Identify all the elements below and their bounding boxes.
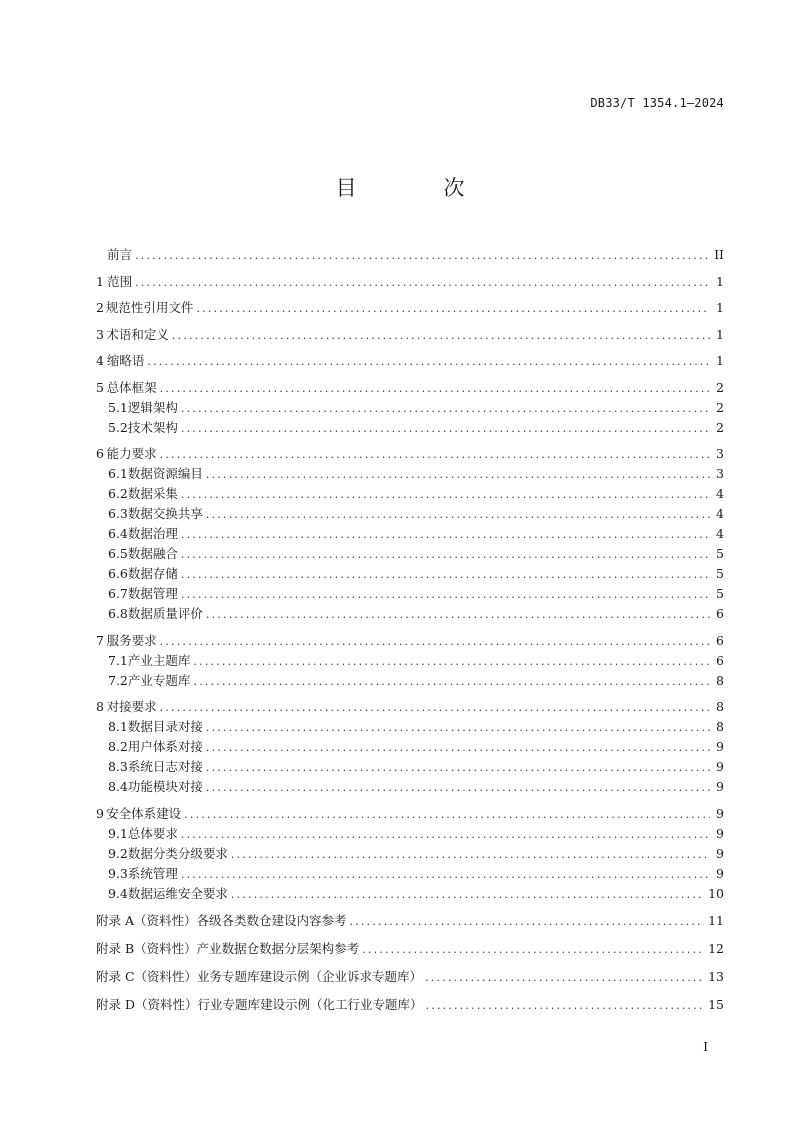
toc-entry[interactable] xyxy=(96,737,724,757)
toc-entry-number: 1 xyxy=(96,273,104,289)
toc-entry-title: 范围 xyxy=(107,273,133,289)
toc-entry-number: 6.2 xyxy=(108,486,128,501)
toc-dot-leader xyxy=(160,379,710,399)
toc-dot-leader xyxy=(206,758,710,778)
toc-entry-page: 11 xyxy=(708,912,724,928)
toc-entry-number: 6.4 xyxy=(108,526,128,541)
toc-entry-number: 6.5 xyxy=(108,546,128,561)
toc-dot-leader xyxy=(206,738,710,758)
toc-entry-number: 3 xyxy=(96,326,104,342)
toc-dot-leader xyxy=(193,672,710,692)
document-code: DB33/T 1354.1—2024 xyxy=(590,96,724,110)
toc-dot-leader xyxy=(181,585,710,605)
toc-entry-page: 10 xyxy=(708,885,724,901)
toc-entry-title: 数据管理 xyxy=(127,586,178,601)
toc-entry-number: 5 xyxy=(96,379,104,395)
toc-entry-title: 数据采集 xyxy=(127,486,178,501)
toc-dot-leader xyxy=(172,326,710,346)
toc-entry-title: 服务要求 xyxy=(106,632,157,648)
toc-dot-leader xyxy=(181,399,710,419)
toc-entry-page: 6 xyxy=(716,652,724,668)
toc-entry-title: 系统日志对接 xyxy=(127,759,203,774)
page-title: 目 次 xyxy=(335,176,505,200)
toc-entry-title: 对接要求 xyxy=(106,699,157,714)
toc-dot-leader xyxy=(160,445,710,465)
toc-entry-page: 8 xyxy=(716,719,724,734)
page-number: I xyxy=(703,1040,708,1054)
toc-entry[interactable] xyxy=(96,378,724,398)
toc-entry-number: 6.3 xyxy=(108,506,128,521)
toc-entry-number: 9.2 xyxy=(108,845,128,861)
toc-entry-number: 9.4 xyxy=(108,885,128,901)
toc-entry-page: 5 xyxy=(716,566,724,581)
toc-entry-page: 3 xyxy=(716,446,724,461)
toc-entry-title: 数据运维安全要求 xyxy=(127,885,228,901)
toc-entry-title: 产业数据仓数据分层架构参考 xyxy=(196,940,360,956)
toc-entry-title: 规范性引用文件 xyxy=(105,300,194,315)
toc-entry[interactable] xyxy=(96,564,724,584)
toc-dot-leader xyxy=(135,273,710,293)
toc-entry-page: 1 xyxy=(716,300,724,315)
toc-entry[interactable] xyxy=(96,544,724,564)
toc-entry-page: 2 xyxy=(716,419,724,435)
toc-entry-title: 数据质量评价 xyxy=(127,606,203,621)
toc-dot-leader xyxy=(160,632,710,652)
toc-entry-page: 13 xyxy=(708,968,724,984)
toc-dot-leader xyxy=(193,652,710,672)
toc-entry-number: 7 xyxy=(96,632,104,648)
toc-entry-title: 安全体系建设 xyxy=(106,805,182,821)
toc-entry-title: 数据存储 xyxy=(127,566,178,581)
toc-entry-number: 8 xyxy=(96,699,104,714)
toc-entry-title: 数据交换共享 xyxy=(127,506,203,521)
toc-dot-leader xyxy=(231,845,710,865)
toc-dot-leader xyxy=(426,995,705,1017)
toc-entry-number: 6.7 xyxy=(108,586,128,601)
toc-dot-leader xyxy=(206,505,710,525)
toc-entry-page: 9 xyxy=(716,759,724,774)
toc-entry-number: 8.4 xyxy=(108,779,128,794)
toc-entry-number: 6.1 xyxy=(108,466,128,481)
toc-entry-page: 5 xyxy=(716,546,724,561)
toc-entry[interactable] xyxy=(96,418,724,438)
toc-dot-leader xyxy=(350,911,705,933)
toc-entry-page: 2 xyxy=(716,399,724,415)
toc-entry[interactable] xyxy=(96,351,724,371)
toc-entry-title: 行业专题库建设示例（化工行业专题库） xyxy=(197,996,423,1012)
toc-dot-leader xyxy=(181,865,710,885)
toc-entry-page: 2 xyxy=(716,379,724,395)
toc-dot-leader xyxy=(206,778,710,798)
toc-entry-page: 1 xyxy=(716,273,724,289)
toc-entry-number: 6.6 xyxy=(108,566,128,581)
toc-entry[interactable] xyxy=(96,398,724,418)
toc-entry-number: 9 xyxy=(96,805,104,821)
table-of-contents xyxy=(96,245,724,1016)
toc-entry-title: 技术架构 xyxy=(127,419,178,435)
toc-entry-number: 附录 D（资料性） xyxy=(96,996,198,1012)
toc-entry[interactable] xyxy=(96,604,724,624)
toc-entry[interactable] xyxy=(96,671,724,691)
toc-entry-title: 业务专题库建设示例（企业诉求专题库） xyxy=(197,968,423,984)
toc-entry-number: 附录 C（资料性） xyxy=(96,968,198,984)
toc-entry-number: 5.2 xyxy=(108,419,128,435)
toc-entry[interactable] xyxy=(96,777,724,797)
toc-entry-title: 前言 xyxy=(107,247,133,262)
toc-entry-number: 2 xyxy=(96,300,104,315)
toc-dot-leader xyxy=(147,352,710,372)
toc-entry-page: 3 xyxy=(716,466,724,481)
toc-entry-page: 8 xyxy=(716,699,724,714)
toc-entry[interactable] xyxy=(96,651,724,671)
toc-entry[interactable] xyxy=(96,994,724,1016)
toc-entry-number: 8.1 xyxy=(108,719,128,734)
toc-dot-leader xyxy=(206,718,710,738)
toc-entry[interactable] xyxy=(96,245,724,265)
toc-dot-leader xyxy=(181,525,710,545)
toc-entry-page: 4 xyxy=(716,486,724,501)
toc-entry-title: 术语和定义 xyxy=(106,326,169,342)
toc-entry-number: 7.1 xyxy=(108,652,128,668)
toc-entry-page: 9 xyxy=(716,845,724,861)
toc-entry-title: 功能模块对接 xyxy=(127,779,203,794)
toc-entry-title: 缩略语 xyxy=(106,353,145,368)
toc-entry[interactable] xyxy=(96,884,724,904)
toc-dot-leader xyxy=(181,485,710,505)
toc-entry[interactable] xyxy=(96,844,724,864)
toc-entry-page: 9 xyxy=(716,739,724,754)
toc-entry-page: 6 xyxy=(716,632,724,648)
toc-entry[interactable] xyxy=(96,584,724,604)
toc-entry-title: 逻辑架构 xyxy=(127,399,178,415)
toc-entry-title: 总体框架 xyxy=(106,379,157,395)
toc-entry-title: 系统管理 xyxy=(127,865,178,881)
toc-entry-page: 9 xyxy=(716,805,724,821)
toc-dot-leader xyxy=(362,939,704,961)
toc-entry-title: 数据治理 xyxy=(127,526,178,541)
toc-dot-leader xyxy=(181,825,710,845)
toc-entry-number: 6.8 xyxy=(108,606,128,621)
toc-entry-number: 4 xyxy=(96,353,104,368)
toc-dot-leader xyxy=(184,805,710,825)
toc-entry-number: 7.2 xyxy=(108,672,128,688)
toc-entry[interactable] xyxy=(96,824,724,844)
toc-entry-page: 9 xyxy=(716,865,724,881)
toc-dot-leader xyxy=(181,419,710,439)
toc-entry[interactable] xyxy=(96,757,724,777)
toc-entry[interactable] xyxy=(96,938,724,960)
toc-entry-title: 数据资源编目 xyxy=(127,466,203,481)
toc-entry[interactable] xyxy=(96,444,724,464)
toc-entry[interactable] xyxy=(96,910,724,932)
toc-entry[interactable] xyxy=(96,966,724,988)
toc-entry-title: 产业主题库 xyxy=(127,652,191,668)
toc-entry[interactable] xyxy=(96,272,724,292)
toc-dot-leader xyxy=(196,299,710,319)
toc-entry[interactable] xyxy=(96,631,724,651)
toc-entry[interactable] xyxy=(96,504,724,524)
toc-entry[interactable] xyxy=(96,717,724,737)
toc-entry-number: 6 xyxy=(96,446,104,461)
toc-entry-number: 附录 B（资料性） xyxy=(96,940,197,956)
toc-entry-title: 数据融合 xyxy=(127,546,178,561)
toc-entry[interactable] xyxy=(96,298,724,318)
toc-entry-page: 9 xyxy=(716,825,724,841)
toc-entry-title: 数据分类分级要求 xyxy=(127,845,228,861)
toc-entry-page: 6 xyxy=(716,606,724,621)
toc-entry-number: 8.3 xyxy=(108,759,128,774)
toc-entry[interactable] xyxy=(96,864,724,884)
toc-entry-page: 4 xyxy=(716,526,724,541)
toc-entry-number: 8.2 xyxy=(108,739,128,754)
toc-dot-leader xyxy=(231,885,704,905)
toc-entry-page: 5 xyxy=(716,586,724,601)
toc-entry-number: 9.1 xyxy=(108,825,128,841)
toc-dot-leader xyxy=(425,967,704,989)
toc-entry-page: 1 xyxy=(716,326,724,342)
toc-dot-leader xyxy=(181,545,710,565)
toc-entry[interactable] xyxy=(96,464,724,484)
toc-entry[interactable] xyxy=(96,804,724,824)
toc-entry-title: 各级各类数仓建设内容参考 xyxy=(196,912,347,928)
toc-entry-number: 5.1 xyxy=(108,399,128,415)
toc-dot-leader xyxy=(206,605,710,625)
toc-entry[interactable] xyxy=(96,697,724,717)
toc-entry-title: 用户体系对接 xyxy=(127,739,203,754)
toc-entry[interactable] xyxy=(96,524,724,544)
toc-entry[interactable] xyxy=(96,325,724,345)
toc-dot-leader xyxy=(135,246,710,266)
toc-entry-title: 数据目录对接 xyxy=(127,719,203,734)
toc-entry[interactable] xyxy=(96,484,724,504)
toc-entry-page: 15 xyxy=(708,996,724,1012)
toc-entry-number: 9.3 xyxy=(108,865,128,881)
toc-dot-leader xyxy=(181,565,710,585)
toc-entry-page: 1 xyxy=(716,353,724,368)
toc-entry-page: II xyxy=(714,247,724,262)
toc-entry-page: 9 xyxy=(716,779,724,794)
toc-entry-title: 能力要求 xyxy=(106,446,157,461)
toc-entry-title: 产业专题库 xyxy=(127,672,191,688)
toc-entry-page: 8 xyxy=(716,672,724,688)
toc-dot-leader xyxy=(160,698,710,718)
toc-entry-page: 12 xyxy=(708,940,724,956)
toc-entry-number: 附录 A（资料性） xyxy=(96,912,197,928)
toc-entry-page: 4 xyxy=(716,506,724,521)
toc-dot-leader xyxy=(206,465,710,485)
toc-entry-title: 总体要求 xyxy=(127,825,178,841)
